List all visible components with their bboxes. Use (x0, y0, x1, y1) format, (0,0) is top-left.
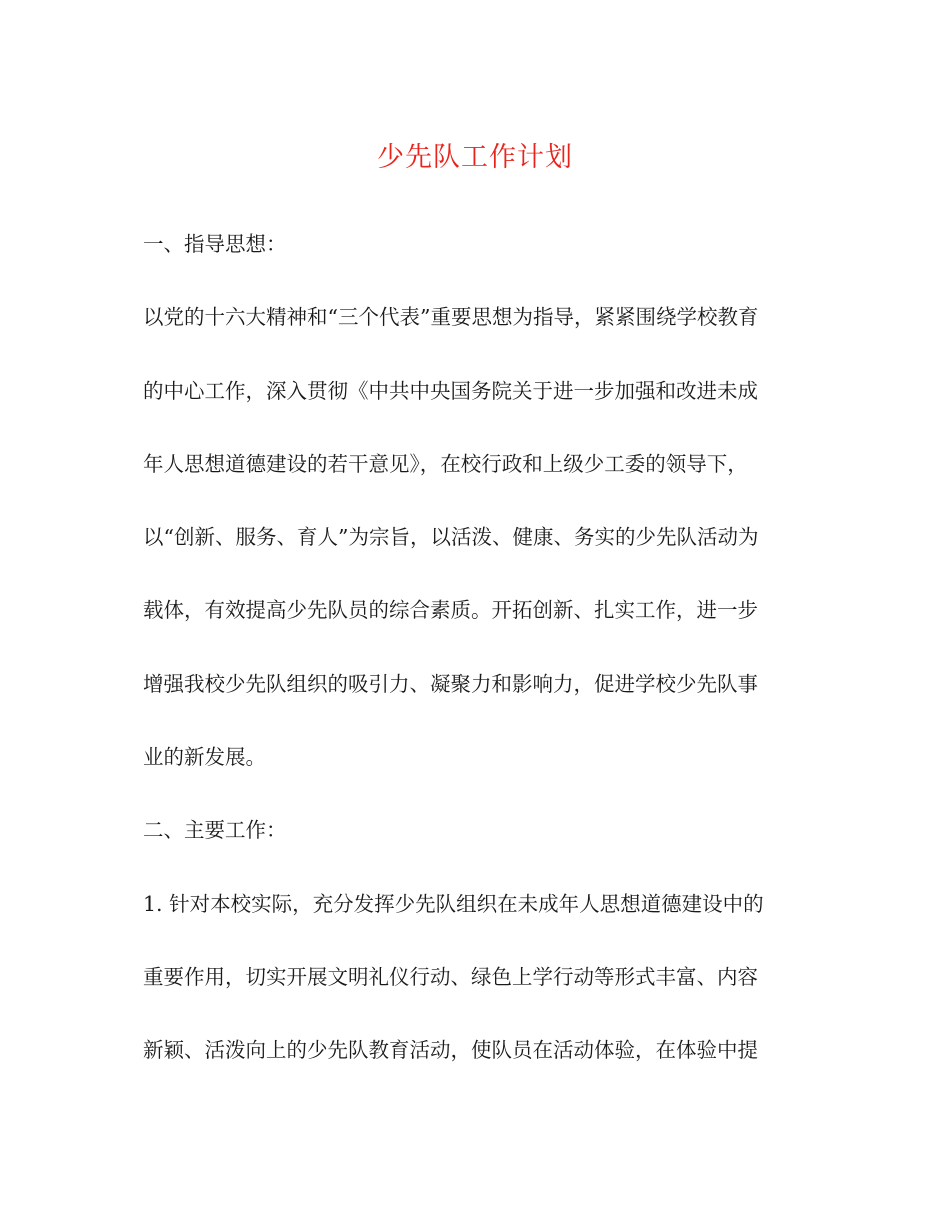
section-heading-main-work: 二、主要工作： (143, 818, 287, 843)
document-title: 少先队工作计划 (377, 142, 573, 173)
paragraph-line: 增强我校少先队组织的吸引力、凝聚力和影响力，促进学校少先队事 (143, 671, 758, 696)
document-body (143, 229, 803, 1109)
list-item-line: 1. 针对本校实际，充分发挥少先队组织在未成年人思想道德建设中的 (143, 891, 764, 916)
paragraph-line: 载体，有效提高少先队员的综合素质。开拓创新、扎实工作，进一步 (143, 598, 758, 623)
paragraph-line: 年人思想道德建设的若干意见》，在校行政和上级少工委的领导下， (143, 451, 748, 476)
paragraph-line: 的中心工作，深入贯彻《中共中央国务院关于进一步加强和改进未成 (143, 378, 758, 403)
section-heading-guiding-thought: 一、指导思想： (143, 232, 287, 256)
paragraph-line: 以“创新、服务、育人”为宗旨，以活泼、健康、务实的少先队活动为 (143, 525, 759, 550)
list-item-line: 重要作用，切实开展文明礼仪行动、绿色上学行动等形式丰富、内容 (143, 964, 758, 989)
paragraph-line: 以党的十六大精神和“三个代表”重要思想为指导，紧紧围绕学校教育 (143, 305, 759, 330)
list-item-line: 新颖、活泼向上的少先队教育活动，使队员在活动体验，在体验中提 (143, 1038, 758, 1063)
paragraph-line: 业的新发展。 (143, 745, 266, 770)
